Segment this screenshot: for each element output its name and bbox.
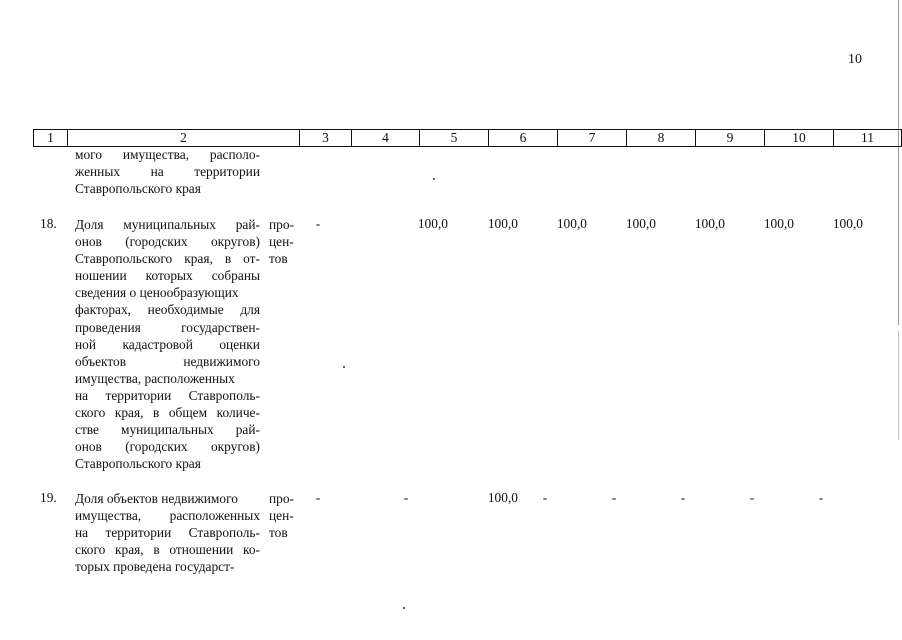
column-header: 11: [834, 130, 902, 147]
text-word: мого: [75, 147, 103, 162]
text-word: муниципальных: [121, 422, 214, 438]
text-word: на: [150, 164, 164, 180]
text-word: необходимые: [147, 302, 224, 318]
text-line: Доля объектов недвижимого: [75, 491, 238, 506]
column-header: 8: [627, 130, 696, 147]
column-header-table: [33, 129, 902, 147]
scan-speck: [343, 366, 345, 368]
scan-edge-line: [898, 0, 899, 325]
text-line: [75, 541, 260, 558]
text-word: ского: [75, 542, 106, 558]
text-word: ко-: [243, 542, 260, 558]
text-line: [75, 146, 260, 163]
value-cell-col-8: 100,0: [625, 216, 656, 231]
text-word: для: [240, 302, 260, 318]
text-word: которых: [145, 268, 193, 284]
text-word: Ставрополь-: [188, 525, 260, 541]
text-word: ной: [75, 336, 97, 352]
value-cell-col-10: 100,0: [763, 216, 794, 231]
text-line: [75, 404, 260, 421]
text-line: [75, 421, 260, 438]
text-word: государствен-: [181, 319, 260, 335]
text-word: объектов: [75, 353, 127, 369]
text-line: [75, 507, 260, 524]
text-line: [75, 163, 260, 180]
text-word: Доля: [75, 217, 104, 232]
column-header-row: [34, 130, 902, 147]
text-word: муниципальных: [123, 217, 216, 232]
unit-line: тов: [269, 525, 288, 541]
text-line: [75, 216, 260, 233]
text-word: собраны: [211, 268, 260, 284]
column-header: 2: [68, 130, 300, 147]
value-cell-col-11: 100,0: [832, 216, 863, 231]
unit-line: тов: [269, 251, 288, 267]
value-cell-col-10: -: [749, 490, 755, 505]
text-word: края,: [184, 251, 213, 267]
text-word: округов): [210, 234, 260, 250]
text-word: общем: [168, 405, 208, 421]
value-cell-col-6: 100,0: [487, 216, 518, 231]
text-word: на: [75, 387, 89, 403]
text-word: отношении: [169, 542, 234, 558]
text-word: имущества,: [75, 508, 142, 524]
text-word: кадастровой: [122, 336, 193, 352]
text-word: (городских: [125, 439, 188, 455]
unit-line: цен-: [269, 234, 294, 250]
text-line: [75, 267, 260, 284]
scan-speck: [433, 178, 435, 180]
text-line: [75, 319, 260, 336]
scan-speck: [403, 607, 405, 609]
row-description-19: [75, 490, 260, 575]
column-header: 5: [420, 130, 489, 147]
text-word: количе-: [216, 405, 260, 421]
row-unit-18: [269, 216, 294, 267]
text-word: Ставрополь-: [188, 387, 260, 403]
unit-line: про-: [269, 217, 295, 232]
text-line: имущества, расположенных: [75, 370, 235, 386]
value-cell-col-5: 100,0: [417, 216, 448, 231]
text-word: располо-: [209, 147, 260, 162]
text-line: [75, 387, 260, 404]
column-header: 6: [489, 130, 558, 147]
text-word: оценки: [219, 336, 260, 352]
text-word: от-: [243, 251, 260, 267]
text-word: рай-: [235, 422, 260, 438]
scan-edge-line-lower: [898, 330, 899, 440]
column-header: 9: [696, 130, 765, 147]
value-cell-col-11: -: [818, 490, 824, 505]
text-word: имущества,: [122, 147, 190, 162]
text-word: факторах,: [75, 302, 132, 318]
text-line: [75, 250, 260, 267]
text-word: территории: [194, 164, 260, 180]
text-word: ношении: [75, 268, 127, 284]
text-word: расположенных: [169, 508, 260, 524]
column-header: 3: [300, 130, 352, 147]
unit-line: цен-: [269, 508, 294, 524]
column-header: 4: [352, 130, 420, 147]
text-word: территории: [105, 387, 172, 403]
text-word: в: [153, 542, 160, 558]
value-cell-col-5: -: [403, 490, 409, 505]
text-word: онов: [75, 439, 102, 455]
value-cell-col-8: -: [611, 490, 617, 505]
text-line: [75, 353, 260, 370]
text-word: в: [153, 405, 160, 421]
text-word: края,: [114, 405, 144, 421]
text-word: недвижимого: [183, 353, 260, 369]
text-line: [75, 438, 260, 455]
value-cell-col-9: 100,0: [694, 216, 725, 231]
text-line: сведения о ценообразующих: [75, 285, 239, 301]
text-word: ского: [75, 405, 106, 421]
value-cell-col-4: -: [315, 490, 321, 505]
text-word: стве: [75, 422, 99, 438]
continuation-description: [75, 146, 260, 197]
column-header: 10: [765, 130, 834, 147]
text-word: в: [224, 251, 232, 267]
page-number: 10: [848, 52, 862, 67]
value-cell-col-4: -: [315, 216, 321, 231]
text-line: [75, 524, 260, 541]
value-cell-col-6: 100,0: [487, 490, 518, 505]
row-description-18: [75, 216, 260, 472]
row-number-19: 19.: [40, 490, 57, 505]
text-line: Ставропольского края: [75, 456, 201, 472]
text-word: территории: [105, 525, 172, 541]
text-word: рай-: [235, 217, 260, 232]
text-line: [75, 233, 260, 250]
text-word: Ставропольского: [75, 251, 173, 267]
text-word: на: [75, 525, 89, 541]
value-cell-col-7: -: [542, 490, 548, 505]
text-word: (городских: [125, 234, 188, 250]
value-cell-col-9: -: [680, 490, 686, 505]
text-word: онов: [75, 234, 102, 250]
column-header: 7: [558, 130, 627, 147]
row-number-18: 18.: [40, 216, 57, 231]
value-cell-col-7: 100,0: [556, 216, 587, 231]
text-word: женных: [75, 164, 121, 180]
text-word: края,: [115, 542, 144, 558]
column-header: 1: [34, 130, 68, 147]
text-line: [75, 336, 260, 353]
text-word: проведения: [75, 319, 141, 335]
text-word: округов): [210, 439, 260, 455]
text-line: Ставропольского края: [75, 181, 201, 197]
text-line: торых проведена государст-: [75, 559, 235, 575]
row-unit-19: [269, 490, 294, 541]
text-line: [75, 301, 260, 318]
unit-line: про-: [269, 491, 295, 506]
